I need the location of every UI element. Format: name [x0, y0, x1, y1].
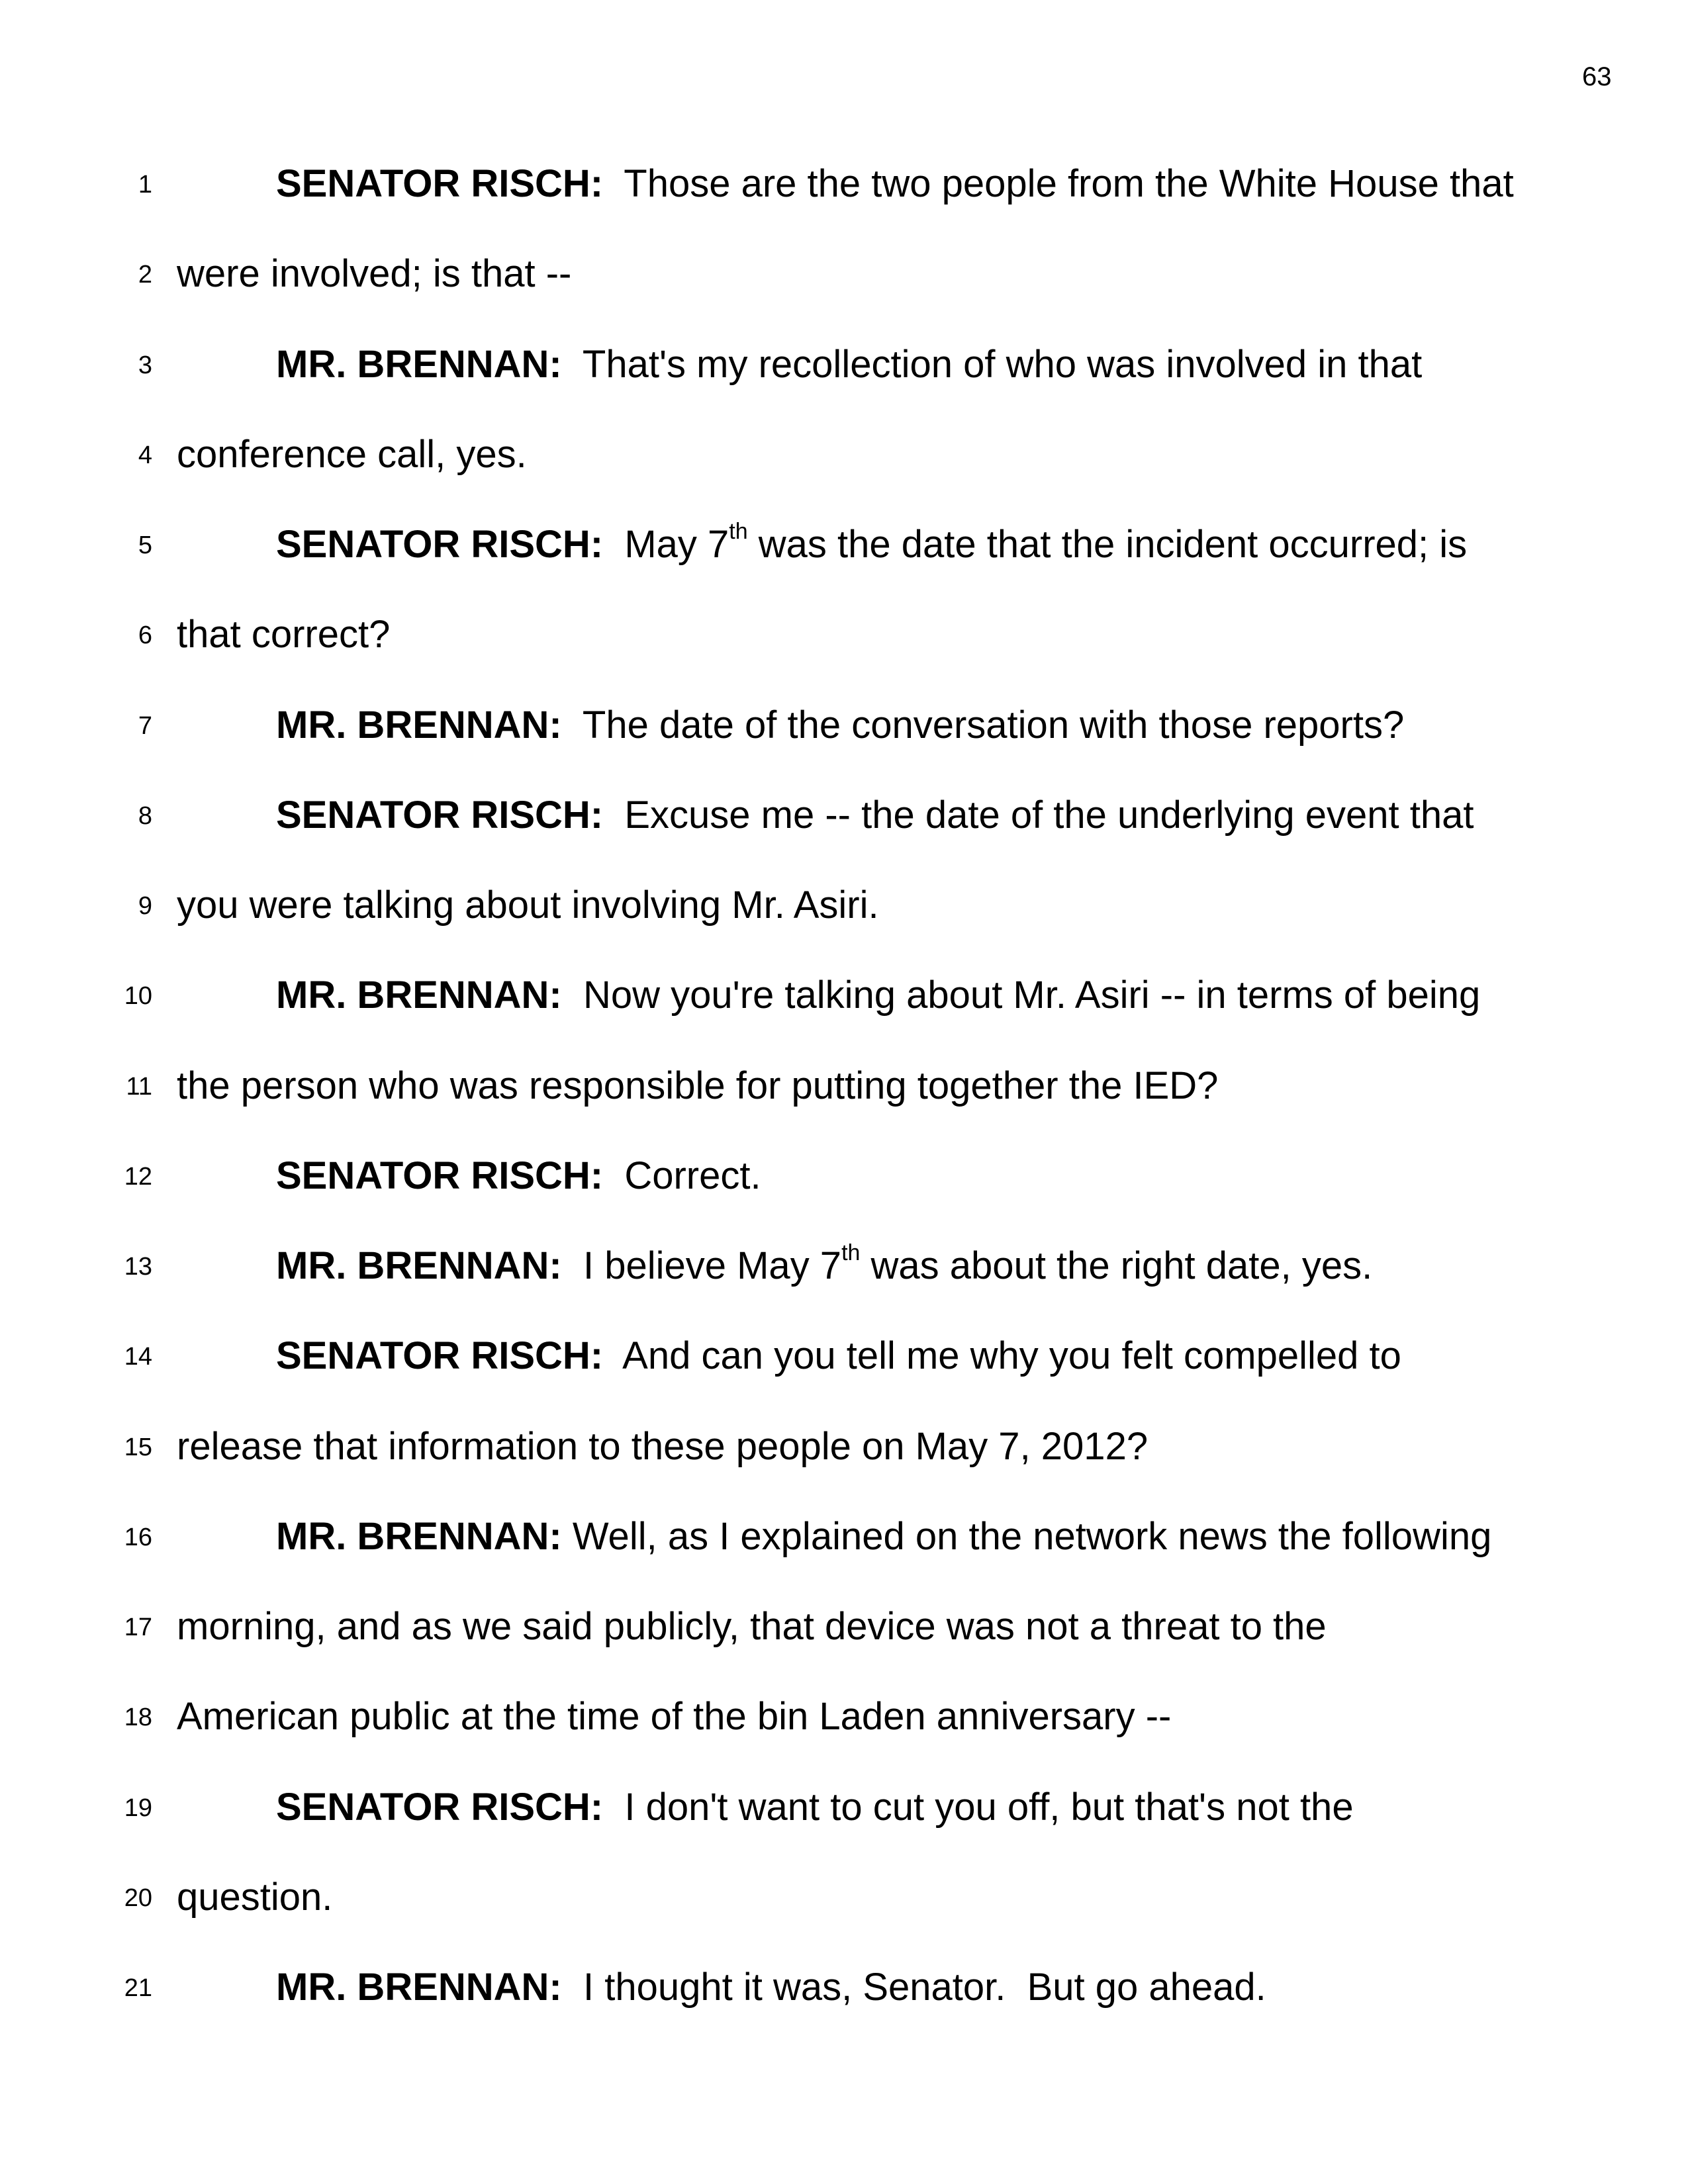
transcript-line: [0, 1604, 1688, 1657]
spoken-text: that correct?: [177, 613, 391, 657]
line-number: 7: [138, 711, 152, 740]
transcript-line: [0, 342, 1688, 395]
transcript-line: [0, 1240, 1688, 1297]
spoken-text: Excuse me -- the date of the underlying event that: [603, 793, 1474, 837]
transcript-line: [0, 1785, 1688, 1838]
line-number: 4: [138, 441, 152, 469]
speaker-label: MR. BRENNAN:: [276, 342, 562, 386]
transcript-line: [0, 1965, 1688, 2018]
line-number: 5: [138, 531, 152, 559]
line-text: [276, 519, 1468, 567]
spoken-text: And can you tell me why you felt compelled to: [603, 1334, 1401, 1378]
line-text: [177, 883, 879, 927]
speaker-label: SENATOR RISCH:: [276, 1785, 604, 1829]
line-number: 8: [138, 801, 152, 830]
ordinal-superscript: th: [729, 519, 748, 544]
speaker-label: MR. BRENNAN:: [276, 974, 562, 1017]
line-number: 6: [138, 621, 152, 650]
line-number: 15: [124, 1433, 152, 1461]
speaker-label: MR. BRENNAN:: [276, 703, 562, 747]
spoken-text: you were talking about involving Mr. Asiri.: [177, 884, 879, 927]
transcript-line: [0, 883, 1688, 936]
speaker-label: SENATOR RISCH:: [276, 523, 604, 566]
speaker-label: SENATOR RISCH:: [276, 162, 604, 205]
transcript-line: [0, 161, 1688, 214]
transcript-line: [0, 793, 1688, 846]
line-text: [177, 1064, 1218, 1108]
transcript-line: [0, 612, 1688, 665]
spoken-text-continued: was about the right date, yes.: [860, 1244, 1373, 1287]
transcript-line: [0, 432, 1688, 485]
line-text: [276, 1334, 1401, 1378]
line-number: 10: [124, 982, 152, 1011]
line-number: 19: [124, 1794, 152, 1822]
transcript-line: [0, 703, 1688, 756]
spoken-text: Those are the two people from the White House that: [603, 162, 1514, 205]
spoken-text: That's my recollection of who was involved in that: [561, 342, 1423, 386]
spoken-text: Well, as I explained on the network news the following: [561, 1514, 1492, 1558]
spoken-text: The date of the conversation with those reports?: [561, 703, 1405, 747]
line-text: [276, 1240, 1373, 1288]
spoken-text: I thought it was, Senator. But go ahead.: [561, 1966, 1266, 2009]
line-number: 18: [124, 1704, 152, 1732]
transcript-line: [0, 519, 1688, 575]
line-text: [276, 1514, 1491, 1559]
line-text: [276, 973, 1480, 1017]
line-text: [276, 1965, 1266, 2009]
transcript-line: [0, 1694, 1688, 1747]
line-number: 11: [126, 1072, 152, 1101]
line-text: [177, 251, 571, 296]
transcript-line: [0, 1875, 1688, 1928]
page-number: 63: [1582, 62, 1612, 91]
transcript-line: [0, 973, 1688, 1026]
transcript-line: [0, 1424, 1688, 1477]
line-text: [177, 1604, 1327, 1649]
line-text: [276, 793, 1474, 837]
line-text: [177, 1424, 1148, 1469]
line-number: 1: [138, 171, 152, 199]
spoken-text: May 7: [603, 523, 729, 566]
line-text: [276, 1785, 1354, 1829]
line-number: 21: [124, 1974, 152, 2002]
transcript-line: [0, 1154, 1688, 1206]
line-text: [177, 1875, 332, 1919]
spoken-text: Correct.: [603, 1154, 761, 1197]
speaker-label: SENATOR RISCH:: [276, 1334, 604, 1378]
speaker-label: SENATOR RISCH:: [276, 793, 604, 837]
line-number: 9: [138, 892, 152, 920]
line-text: [276, 161, 1514, 206]
spoken-text: I believe May 7: [561, 1244, 842, 1287]
spoken-text: question.: [177, 1875, 333, 1919]
line-number: 14: [124, 1343, 152, 1371]
speaker-label: MR. BRENNAN:: [276, 1244, 562, 1287]
speaker-label: SENATOR RISCH:: [276, 1154, 604, 1197]
line-number: 17: [124, 1614, 152, 1641]
spoken-text: were involved; is that --: [177, 252, 572, 296]
spoken-text: release that information to these people on May 7, 2012?: [177, 1424, 1149, 1468]
spoken-text: Now you're talking about Mr. Asiri -- in terms of being: [561, 974, 1481, 1017]
line-number: 13: [124, 1253, 152, 1281]
spoken-text: the person who was responsible for putting together the IED?: [177, 1064, 1219, 1107]
line-number: 12: [124, 1162, 152, 1191]
transcript-line: [0, 1514, 1688, 1567]
spoken-text: American public at the time of the bin Laden anniversary --: [177, 1695, 1172, 1739]
line-number: 16: [124, 1523, 152, 1551]
spoken-text: I don't want to cut you off, but that's not the: [603, 1785, 1354, 1829]
ordinal-superscript: th: [841, 1240, 861, 1265]
spoken-text: conference call, yes.: [177, 432, 527, 476]
line-text: [177, 612, 390, 657]
line-text: [177, 432, 527, 477]
spoken-text: morning, and as we said publicly, that device was not a threat to the: [177, 1605, 1327, 1648]
line-text: [276, 342, 1422, 387]
line-number: 20: [124, 1884, 152, 1912]
transcript-line: [0, 1334, 1688, 1387]
line-number: 2: [138, 261, 152, 289]
transcript-line: [0, 1064, 1688, 1116]
transcript-line: [0, 251, 1688, 304]
line-text: [276, 703, 1404, 747]
spoken-text-continued: was the date that the incident occurred; is: [747, 523, 1468, 566]
line-text: [177, 1694, 1171, 1739]
speaker-label: MR. BRENNAN:: [276, 1514, 562, 1558]
speaker-label: MR. BRENNAN:: [276, 1966, 562, 2009]
line-text: [276, 1154, 761, 1198]
line-number: 3: [138, 351, 152, 379]
